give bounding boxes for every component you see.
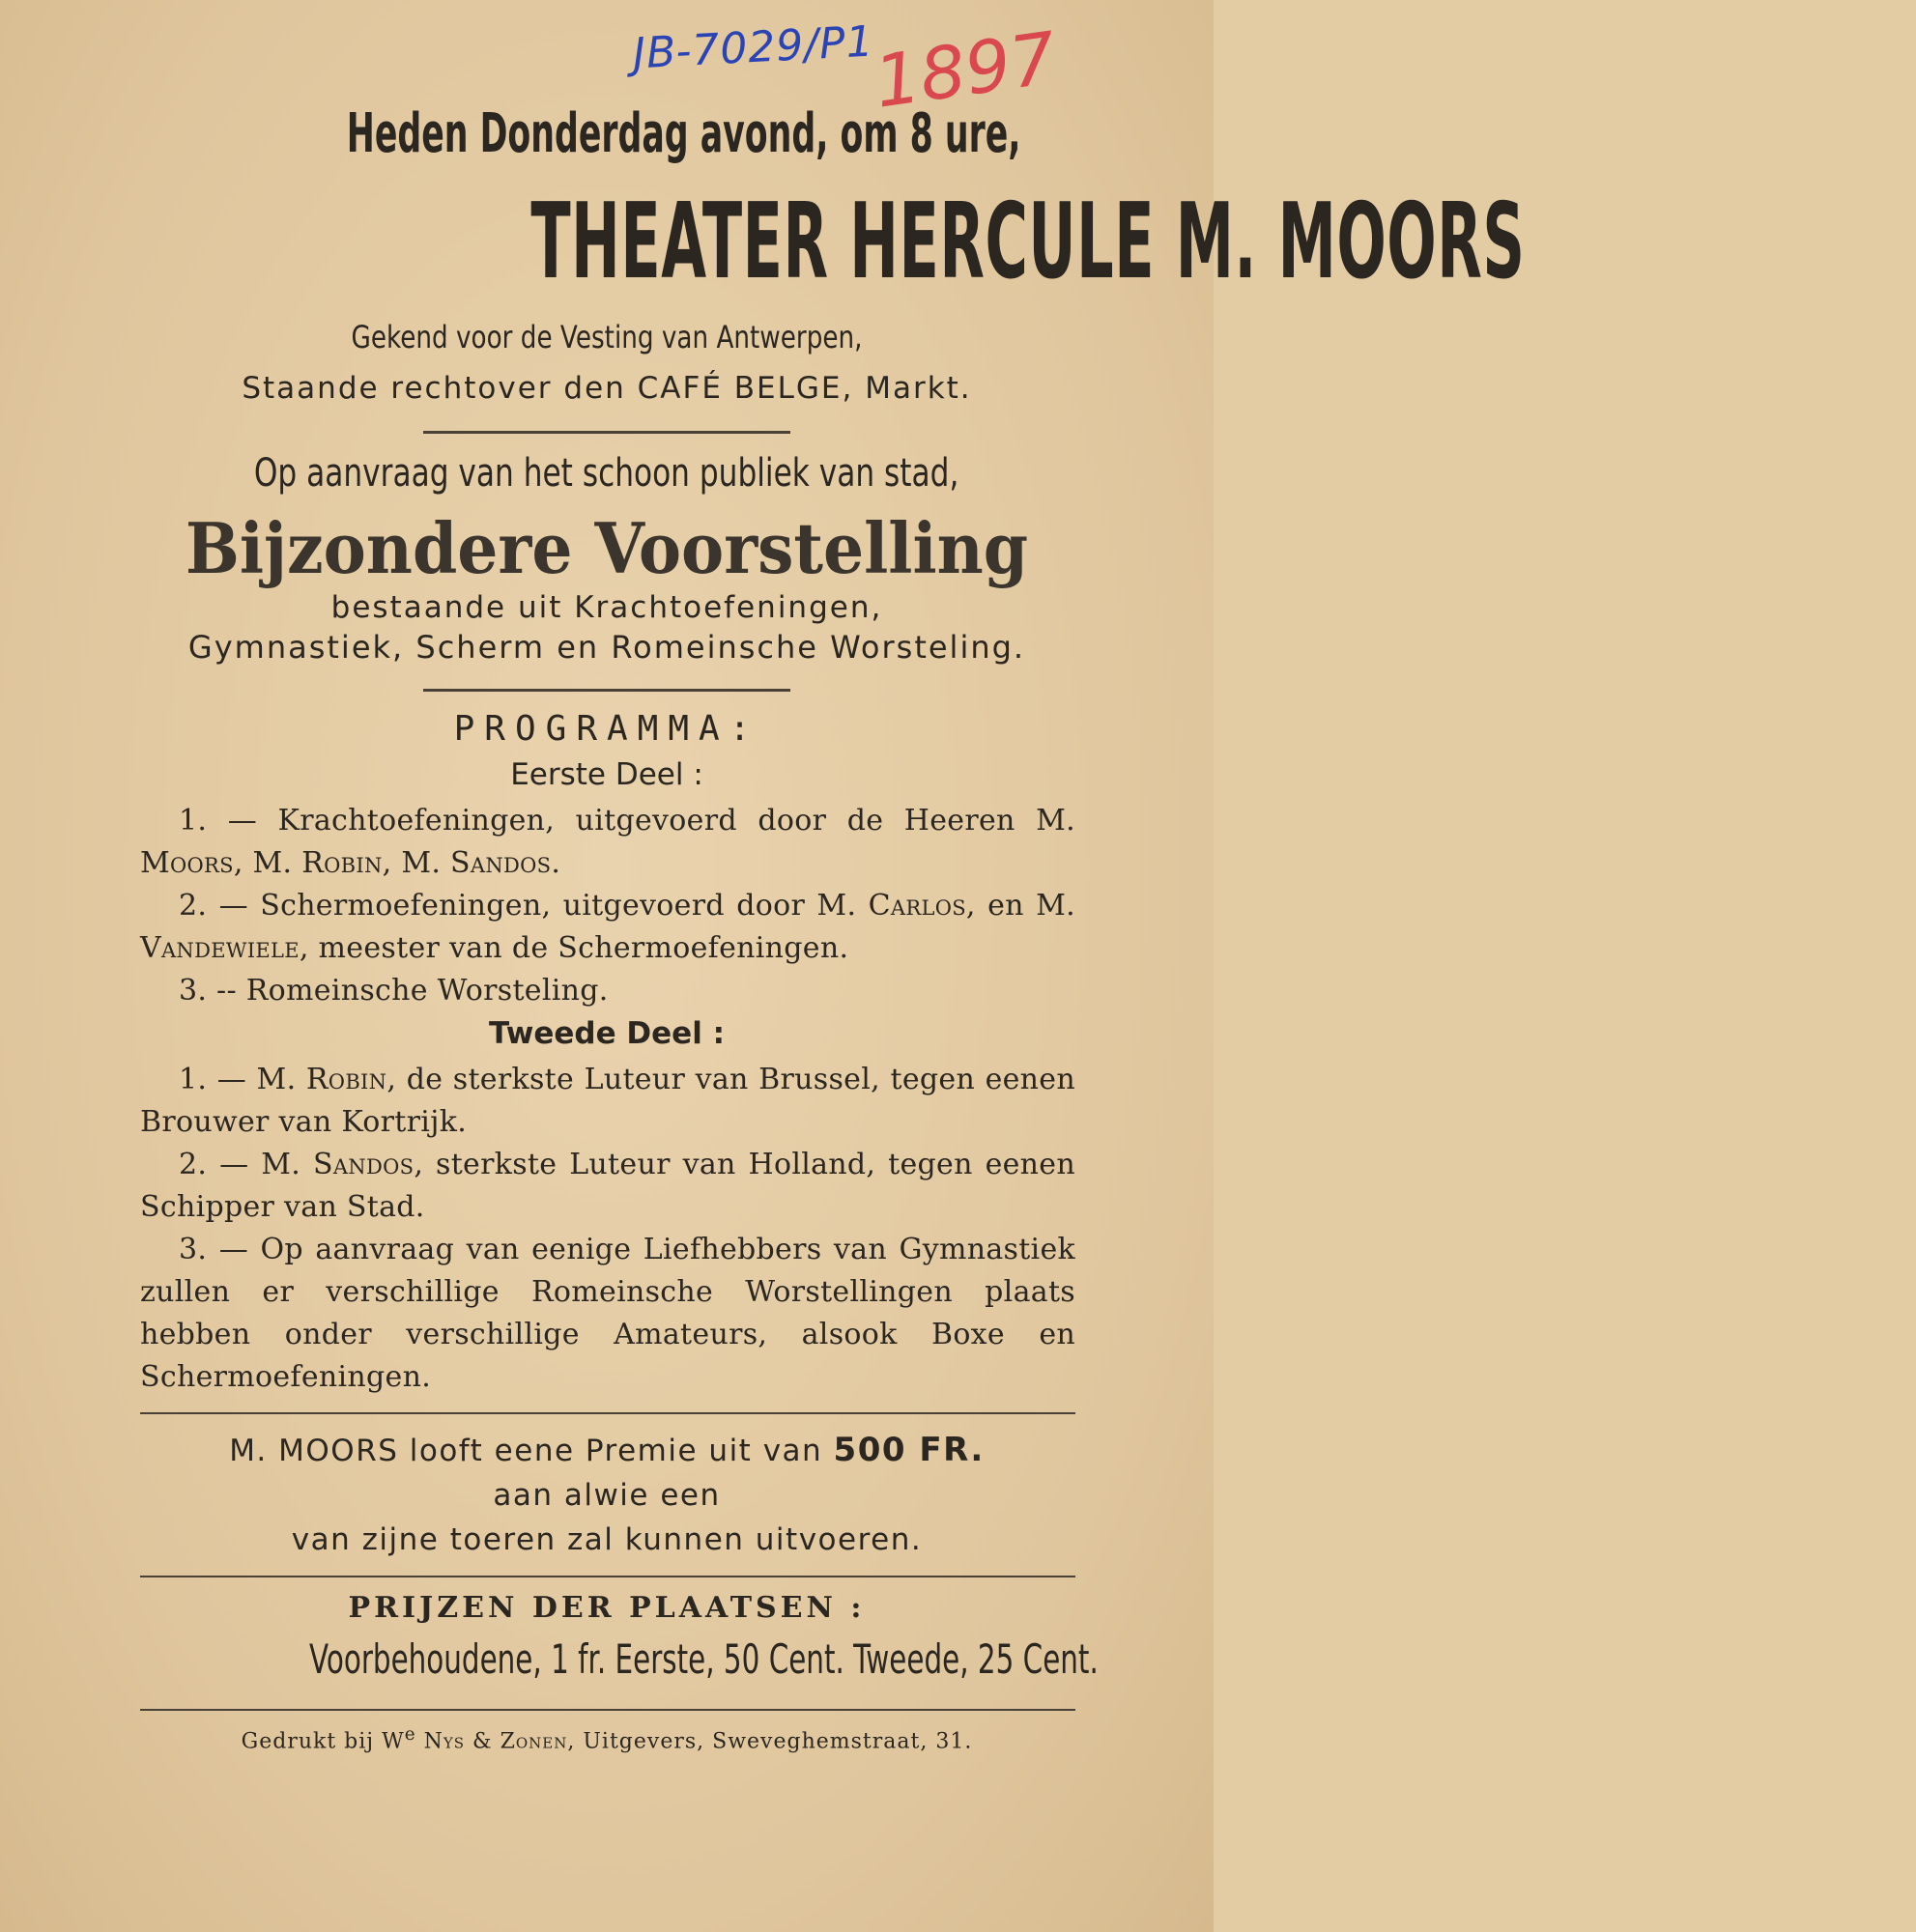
premium-line-3: van zijne toeren zal kunnen uitvoeren.: [291, 1522, 923, 1557]
known-line: Gekend voor de Vesting van Antwerpen,: [351, 319, 863, 355]
printer-credit: Gedrukt bij $W^e$ Nys & Zonen, Uitgevers, Sweveghemstraat, 31.: [241, 1724, 973, 1754]
premium-line-2: aan alwie een: [493, 1478, 721, 1513]
divider: [140, 1412, 1075, 1414]
request-line-text: Op aanvraag van het schoon publiek van stad,: [254, 451, 959, 496]
description-line-2: Gymnastiek, Scherm en Romeinsche Worsteling.: [187, 629, 1026, 666]
catalog-annotation: JB-7029/P1: [631, 16, 875, 79]
description-line-1: bestaande uit Krachtoefeningen,: [330, 590, 883, 625]
part-2-title: Tweede Deel :: [488, 1016, 726, 1051]
theater-title-text: THEATER HERCULE M. MOORS: [530, 182, 1526, 302]
program-heading: PROGRAMMA:: [453, 709, 760, 749]
theater-title: [140, 182, 1526, 315]
divider: [423, 689, 790, 692]
request-line: [140, 451, 1073, 503]
location-line: Staande rechtover den CAFÉ BELGE, Markt.: [242, 371, 972, 406]
prices-heading: PRIJZEN DER PLAATSEN :: [348, 1591, 866, 1625]
premium-block: [140, 1428, 1073, 1562]
part-1-title: Eerste Deel :: [510, 757, 703, 792]
divider: [140, 1709, 1075, 1711]
performance-title: Bijzondere Voorstelling: [185, 507, 1029, 589]
premium-line-1: M. MOORS looft eene Premie uit van 500 FR.: [229, 1431, 985, 1469]
program-item: 2. — Schermoefeningen, uitgevoerd door M. Carlos, en M. Vandewiele, meester van de Schermoefeningen.: [140, 889, 1075, 965]
program-item: 1. — M. Robin, de sterkste Luteur van Brussel, tegen eenen Brouwer van Kortrijk.: [140, 1063, 1075, 1139]
date-line-text: Heden Donderdag avond, om 8 ure,: [346, 102, 1021, 165]
year-annotation: 1897: [869, 16, 1062, 125]
prices-line: [140, 1635, 1099, 1695]
program-item: 1. — Krachtoefeningen, uitgevoerd door de Heeren M. Moors, M. Robin, M. Sandos.: [140, 804, 1075, 880]
program-item: 3. — Op aanvraag van eenige Liefhebbers van Gymnastiek zullen er verschillige Romeinsche Worstellingen plaats hebben onder verschillige Amateurs, alsook Boxe en Schermoefeningen.: [140, 1233, 1075, 1394]
prices-line-text: Voorbehoudene, 1 fr. Eerste, 50 Cent. Tweede, 25 Cent.: [309, 1635, 1099, 1683]
program-item: 3. -- Romeinsche Worsteling.: [179, 974, 609, 1008]
program-item: 2. — M. Sandos, sterkste Luteur van Holland, tegen eenen Schipper van Stad.: [140, 1148, 1075, 1224]
divider: [140, 1576, 1075, 1577]
divider: [423, 431, 790, 434]
date-line: [140, 102, 1073, 180]
